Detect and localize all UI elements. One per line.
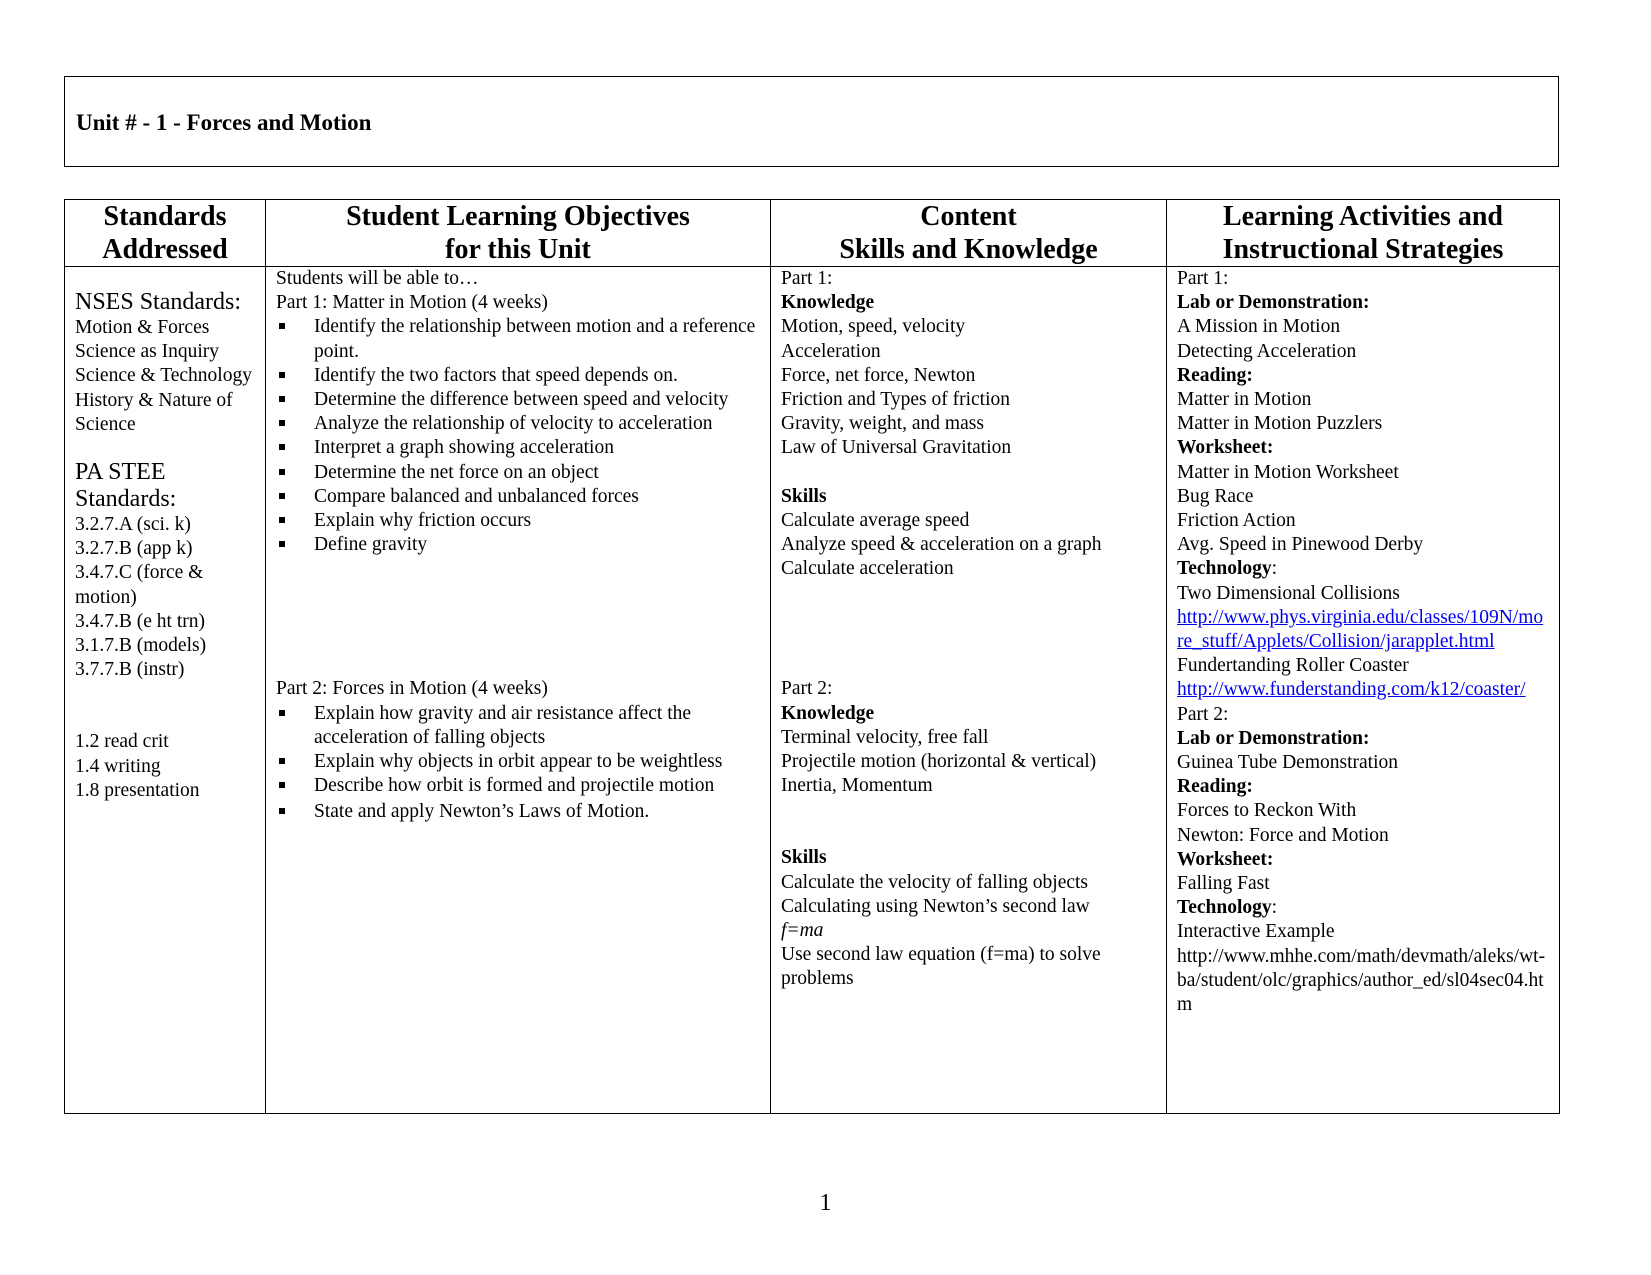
worksheet-label: Worksheet:	[1177, 437, 1274, 459]
objectives-part2-title: Part 2: Forces in Motion (4 weeks)	[276, 678, 548, 700]
pa-heading: PA STEE Standards:	[75, 459, 177, 513]
activity-item: Matter in Motion Puzzlers	[1177, 413, 1383, 435]
header-activities: Learning Activities and Instructional Strategies	[1167, 200, 1560, 267]
activity-item: A Mission in Motion	[1177, 316, 1341, 338]
knowledge-item: Gravity, weight, and mass	[781, 413, 984, 435]
list-item: Identify the two factors that speed depends on.	[276, 364, 760, 388]
pa-item: 3.4.7.C (force & motion)	[75, 562, 204, 608]
activity-item: Bug Race	[1177, 485, 1254, 507]
pa-item: 3.2.7.B (app k)	[75, 538, 193, 560]
other-standard-item: 1.4 writing	[75, 755, 161, 777]
skill-item: Calculate acceleration	[781, 558, 954, 580]
skill-item: Use second law equation (f=ma) to solve problems	[781, 944, 1101, 990]
pa-item: 3.4.7.B (e ht trn)	[75, 610, 205, 632]
activity-item: Avg. Speed in Pinewood Derby	[1177, 534, 1424, 556]
skill-item: Analyze speed & acceleration on a graph	[781, 534, 1102, 556]
pa-item: 3.1.7.B (models)	[75, 635, 207, 657]
knowledge-label: Knowledge	[781, 702, 875, 724]
roller-coaster-link[interactable]: http://www.funderstanding.com/k12/coaster/	[1177, 679, 1526, 701]
nses-item: History & Nature of Science	[75, 389, 233, 435]
objectives-cell	[266, 267, 771, 1114]
knowledge-item: Law of Universal Gravitation	[781, 437, 1012, 459]
list-item: Analyze the relationship of velocity to acceleration	[276, 412, 760, 436]
activity-item: Interactive Example	[1177, 921, 1335, 943]
lab-label: Lab or Demonstration:	[1177, 727, 1370, 749]
unit-title: Unit # - 1 - Forces and Motion	[76, 110, 372, 135]
objectives-part2-list	[276, 702, 760, 825]
technology-label: Technology:	[1177, 558, 1278, 580]
reading-label: Reading:	[1177, 776, 1253, 798]
activity-item: Detecting Acceleration	[1177, 340, 1357, 362]
formula: f=ma	[781, 920, 824, 942]
worksheet-label: Worksheet:	[1177, 848, 1274, 870]
other-standard-item: 1.8 presentation	[75, 779, 200, 801]
knowledge-item: Force, net force, Newton	[781, 364, 976, 386]
activity-item: Forces to Reckon With	[1177, 800, 1357, 822]
skill-item: Calculate the velocity of falling objects	[781, 871, 1089, 893]
activity-item: Friction Action	[1177, 510, 1296, 532]
table-header-row	[65, 200, 1560, 267]
list-item: Determine the difference between speed and velocity	[276, 388, 760, 412]
knowledge-item: Acceleration	[781, 340, 881, 362]
knowledge-item: Projectile motion (horizontal & vertical)	[781, 751, 1097, 773]
reading-label: Reading:	[1177, 364, 1253, 386]
list-item: State and apply Newton’s Laws of Motion.	[276, 800, 760, 824]
activity-item: Fundertanding Roller Coaster	[1177, 655, 1409, 677]
table-row	[65, 267, 1560, 1114]
content-part1-label: Part 1:	[781, 268, 833, 289]
unit-plan-table	[64, 199, 1560, 1114]
knowledge-item: Terminal velocity, free fall	[781, 726, 989, 748]
content-cell	[771, 267, 1167, 1114]
list-item: Define gravity	[276, 533, 760, 557]
activity-item: Falling Fast	[1177, 873, 1270, 895]
skill-item: Calculating using Newton’s second law	[781, 895, 1090, 917]
interactive-example-url: http://www.mhhe.com/math/devmath/aleks/wt-ba/student/olc/graphics/author_ed/sl04sec04.htm	[1177, 945, 1546, 1016]
page-number: 1	[819, 1190, 832, 1216]
list-item: Determine the net force on an object	[276, 461, 760, 485]
objectives-intro: Students will be able to…	[276, 268, 479, 289]
activities-part1-label: Part 1:	[1177, 268, 1229, 289]
skills-label: Skills	[781, 847, 827, 869]
header-content: Content Skills and Knowledge	[771, 200, 1167, 267]
activity-item: Newton: Force and Motion	[1177, 824, 1389, 846]
pa-item: 3.7.7.B (instr)	[75, 659, 185, 681]
list-item: Explain why friction occurs	[276, 509, 760, 533]
list-item: Interpret a graph showing acceleration	[276, 436, 760, 460]
activities-part2-label: Part 2:	[1177, 703, 1229, 725]
knowledge-item: Friction and Types of friction	[781, 389, 1010, 411]
activity-item: Two Dimensional Collisions	[1177, 582, 1400, 604]
list-item: Explain how gravity and air resistance affect the acceleration of falling objects	[276, 702, 760, 750]
activities-cell	[1167, 267, 1560, 1114]
collision-applet-link[interactable]: http://www.phys.virginia.edu/classes/109N/more_stuff/Applets/Collision/jarapplet.html	[1177, 606, 1544, 653]
objectives-part1-title: Part 1: Matter in Motion (4 weeks)	[276, 292, 548, 314]
nses-item: Science as Inquiry	[75, 341, 220, 363]
technology-label: Technology:	[1177, 897, 1278, 919]
list-item: Describe how orbit is formed and projectile motion	[276, 774, 760, 798]
list-item: Identify the relationship between motion and a reference point.	[276, 315, 760, 363]
lab-label: Lab or Demonstration:	[1177, 292, 1370, 314]
other-standard-item: 1.2 read crit	[75, 731, 169, 753]
skills-label: Skills	[781, 485, 827, 507]
list-item: Compare balanced and unbalanced forces	[276, 485, 760, 509]
nses-item: Motion & Forces	[75, 317, 210, 338]
list-item: Explain why objects in orbit appear to be weightless	[276, 750, 760, 774]
content-part2-label: Part 2:	[781, 678, 833, 700]
activity-item: Matter in Motion	[1177, 389, 1312, 411]
unit-header-box	[64, 76, 1559, 167]
knowledge-item: Motion, speed, velocity	[781, 316, 966, 338]
knowledge-item: Inertia, Momentum	[781, 775, 933, 797]
skill-item: Calculate average speed	[781, 509, 970, 531]
nses-item: Science & Technology	[75, 365, 252, 387]
standards-cell	[65, 267, 266, 1114]
header-standards: Standards Addressed	[65, 200, 266, 267]
knowledge-label: Knowledge	[781, 292, 875, 314]
pa-item: 3.2.7.A (sci. k)	[75, 514, 191, 536]
activity-item: Guinea Tube Demonstration	[1177, 752, 1398, 774]
header-objectives: Student Learning Objectives for this Unit	[266, 200, 771, 267]
nses-heading: NSES Standards:	[75, 289, 242, 315]
objectives-part1-list	[276, 315, 760, 557]
activity-item: Matter in Motion Worksheet	[1177, 461, 1399, 483]
